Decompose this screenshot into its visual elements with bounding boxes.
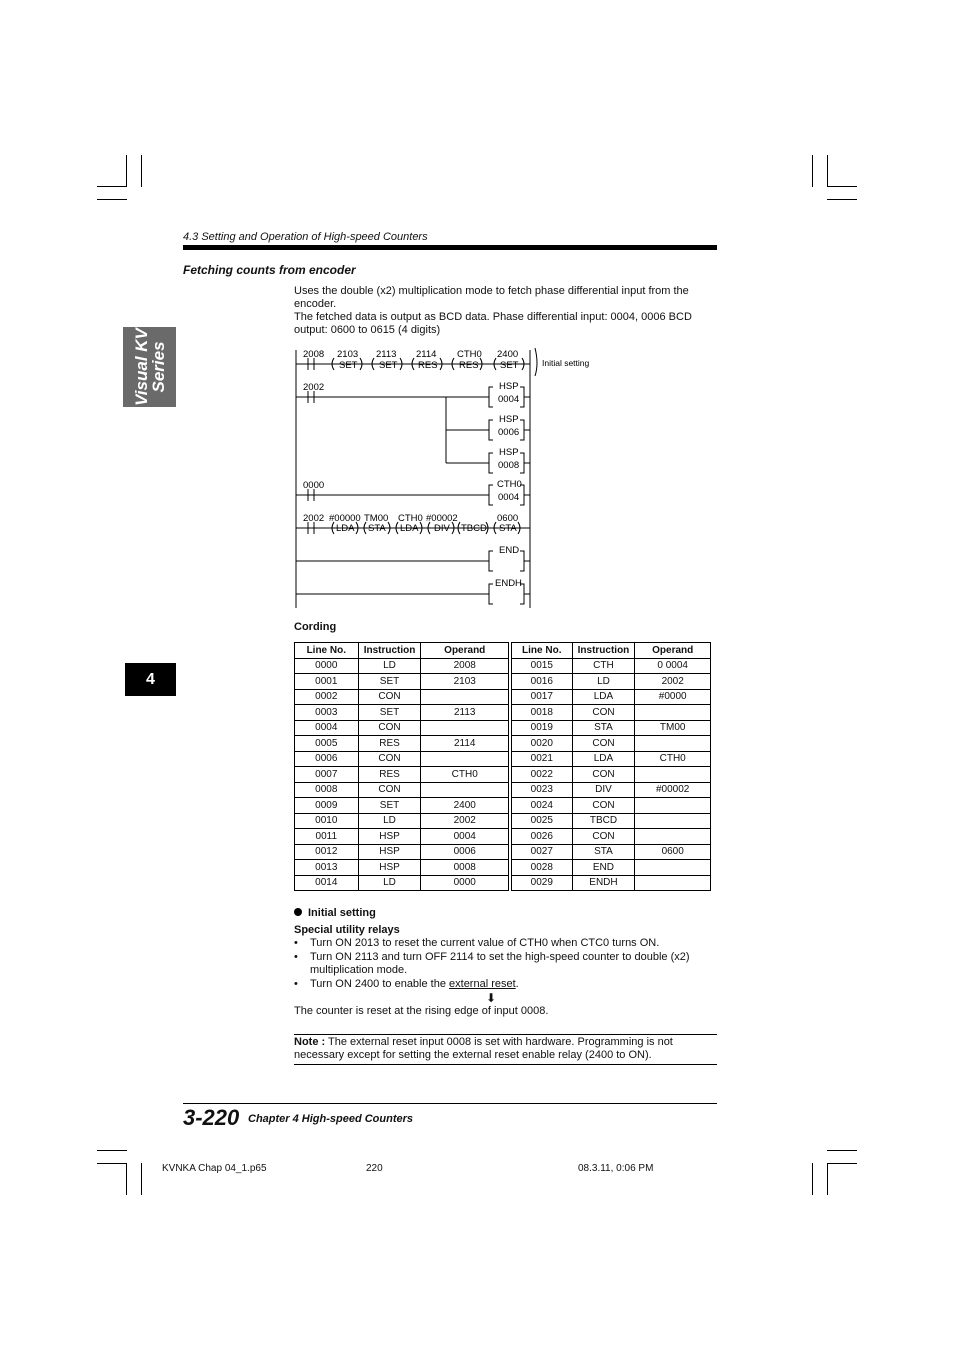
initial-setting-heading [294,907,376,919]
table-cell: 0018 [512,705,573,721]
table-cell: 0000 [421,875,509,891]
table-cell: LDA [572,751,635,767]
crop-mark [141,155,142,187]
table-row [512,798,711,814]
table-cell [635,736,711,752]
running-header: 4.3 Setting and Operation of High-speed Counters [183,231,428,243]
table-cell: 0 0004 [635,658,711,674]
ladder-label: TM00 [364,513,389,524]
table-cell: RES [358,736,421,752]
table-cell: DIV [572,782,635,798]
table-cell: 0014 [295,875,359,891]
ladder-coil: SET [500,360,519,371]
bullet-text: Turn ON 2400 to enable the [310,977,450,990]
table-cell: CON [358,751,421,767]
table-cell [635,875,711,891]
table-cell: LD [358,658,421,674]
table-row [512,782,711,798]
table-cell: 0000 [295,658,359,674]
table-cell: 0026 [512,829,573,845]
table-cell [421,782,509,798]
bullet-text: Turn ON 2113 and turn OFF 2114 to set the high-speed counter to double (x2) multiplication mode. [310,950,690,976]
table-cell: 2008 [421,658,509,674]
table-cell: 2002 [635,674,711,690]
column-header: Operand [635,643,711,659]
list-item [294,951,714,978]
crop-mark [97,1163,127,1164]
ladder-instr: DIV [434,523,450,534]
table-cell: CTH0 [421,767,509,783]
table-cell: 0020 [512,736,573,752]
table-cell: 0016 [512,674,573,690]
relay-bullet-list [294,937,714,991]
table-row [295,875,509,891]
bullet-text: . [515,977,519,990]
table-row [512,751,711,767]
ladder-label: 2103 [337,349,359,360]
table-cell: CON [358,689,421,705]
table-cell: TM00 [635,720,711,736]
table-cell: 0024 [512,798,573,814]
crop-mark [827,1163,857,1164]
bullet-icon: • [294,937,298,949]
table-row [512,689,711,705]
table-cell: CON [572,705,635,721]
table-cell: 0008 [421,860,509,876]
ladder-instr: STA [368,523,386,534]
series-tab-label: Visual KV Series [131,328,168,406]
cording-label: Cording [294,621,337,633]
table-row [295,705,509,721]
imprint-date: 08.3.11, 0:06 PM [578,1163,654,1174]
table-cell: CON [572,829,635,845]
bullet-dot-icon [294,908,302,916]
ladder-label: 0000 [303,480,325,491]
table-cell: 0015 [512,658,573,674]
section-title: Fetching counts from encoder [183,263,356,277]
table-cell: 0009 [295,798,359,814]
crop-mark [827,1163,828,1195]
table-cell: 0025 [512,813,573,829]
table-cell: STA [572,844,635,860]
column-header: Instruction [358,643,421,659]
table-row [512,674,711,690]
note-rule-bottom [294,1064,717,1065]
table-row [512,813,711,829]
table-cell [635,829,711,845]
bullet-icon: • [294,950,298,963]
ladder-diagram [294,344,614,614]
table-cell [635,798,711,814]
crop-mark [827,186,857,187]
column-header: Line No. [295,643,359,659]
footer-rule [183,1103,717,1104]
table-cell: 0029 [512,875,573,891]
column-header: Instruction [572,643,635,659]
table-cell: 0023 [512,782,573,798]
table-cell: LDA [572,689,635,705]
table-cell: 2002 [421,813,509,829]
ladder-note: Initial setting [542,358,590,368]
crop-mark [141,1163,142,1195]
table-row [295,720,509,736]
crop-mark [812,155,813,187]
ladder-box: HSP [499,381,519,392]
reset-description: The counter is reset at the rising edge of input 0008. [294,1005,549,1017]
note-text: The external reset input 0008 is set with hardware. Programming is not necessary except for setting the external reset enable relay (2400 to ON). [294,1036,673,1061]
table-row [512,705,711,721]
table-cell: SET [358,705,421,721]
table-row [512,658,711,674]
table-cell: CTH0 [635,751,711,767]
ladder-box: HSP [499,447,519,458]
table-row [295,751,509,767]
table-cell: 0021 [512,751,573,767]
table-cell: #0000 [635,689,711,705]
table-row [295,689,509,705]
table-cell [635,767,711,783]
table-cell: 0013 [295,860,359,876]
table-cell: 0028 [512,860,573,876]
table-row [512,844,711,860]
table-cell: CON [572,736,635,752]
table-cell: LD [572,674,635,690]
table-cell: 0005 [295,736,359,752]
ladder-box: 0008 [498,460,520,471]
imprint-page: 220 [366,1163,383,1174]
table-cell: RES [358,767,421,783]
imprint-file: KVNKA Chap 04_1.p65 [162,1163,267,1174]
ladder-instr: LDA [400,523,419,534]
crop-mark [827,1150,857,1151]
table-cell: ENDH [572,875,635,891]
ladder-coil: RES [459,360,479,371]
note-box [294,1036,717,1062]
table-cell: HSP [358,829,421,845]
crop-mark [827,199,857,200]
table-row [295,674,509,690]
crop-mark [827,155,828,187]
series-tab [123,327,176,407]
table-cell: HSP [358,860,421,876]
table-cell [421,751,509,767]
table-cell: CON [572,767,635,783]
ladder-endh: ENDH [495,578,522,589]
ladder-box: 0004 [498,492,520,503]
table-row [512,720,711,736]
list-item [294,978,714,992]
external-reset-link[interactable]: external reset [449,977,516,990]
ladder-coil: RES [418,360,438,371]
table-cell: 2114 [421,736,509,752]
bullet-icon: • [294,977,298,990]
table-cell: 0007 [295,767,359,783]
table-cell: 0010 [295,813,359,829]
chapter-tab: 4 [125,663,176,696]
table-row [295,658,509,674]
table-row [295,798,509,814]
table-cell [421,720,509,736]
table-row [295,782,509,798]
table-row [512,860,711,876]
ladder-end: END [499,545,520,556]
table-cell: 0008 [295,782,359,798]
table-cell: CTH [572,658,635,674]
ladder-label: 2400 [497,349,519,360]
crop-mark [812,1163,813,1195]
table-row [295,767,509,783]
ladder-box: HSP [499,414,519,425]
table-cell [635,813,711,829]
table-row [512,829,711,845]
table-row [512,875,711,891]
crop-mark [97,186,127,187]
page-number: 3-220 [183,1105,240,1130]
table-cell: 0017 [512,689,573,705]
note-label: Note : [294,1036,326,1048]
ladder-box: CTH0 [497,479,522,490]
table-cell: TBCD [572,813,635,829]
ladder-instr: STA [499,523,517,534]
column-header: Line No. [512,643,573,659]
table-cell [421,689,509,705]
column-header: Operand [421,643,509,659]
table-cell: 0004 [421,829,509,845]
table-cell: 0600 [635,844,711,860]
ladder-label: CTH0 [457,349,482,360]
table-cell: 0027 [512,844,573,860]
table-cell: LD [358,813,421,829]
ladder-label: 2002 [303,513,325,524]
table-cell: STA [572,720,635,736]
table-cell: LD [358,875,421,891]
ladder-label: #00002 [426,513,458,524]
table-cell: 0002 [295,689,359,705]
footer-chapter: Chapter 4 High-speed Counters [248,1113,414,1125]
table-cell: 0022 [512,767,573,783]
table-row [295,736,509,752]
table-cell [635,860,711,876]
table-row [295,844,509,860]
intro-text [294,285,714,337]
ladder-instr: LDA [336,523,355,534]
ladder-label: 0600 [497,513,519,524]
ladder-label: CTH0 [398,513,423,524]
table-row [512,736,711,752]
crop-mark [126,155,127,187]
table-cell [635,705,711,721]
table-cell: 0006 [421,844,509,860]
table-cell: 0004 [295,720,359,736]
table-cell: 0006 [295,751,359,767]
header-rule [183,245,717,250]
ladder-label: 2008 [303,349,325,360]
ladder-coil: SET [379,360,398,371]
ladder-box: 0006 [498,427,520,438]
table-cell: CON [358,720,421,736]
crop-mark [126,1163,127,1195]
initial-setting-title: Initial setting [308,907,376,919]
special-relays-heading: Special utility relays [294,924,400,936]
ladder-label: #00000 [329,513,361,524]
ladder-label: 2113 [376,349,397,360]
table-cell: SET [358,674,421,690]
note-rule-top [294,1034,717,1035]
ladder-instr: TBCD [461,523,487,534]
table-row [295,813,509,829]
ladder-coil: SET [339,360,358,371]
table-cell: CON [572,798,635,814]
table-cell: 0003 [295,705,359,721]
table-cell: #00002 [635,782,711,798]
table-cell: END [572,860,635,876]
down-arrow-icon: ⬇ [486,991,497,1005]
table-cell: 2113 [421,705,509,721]
coding-table-left [294,642,509,891]
list-item [294,937,714,951]
table-cell: SET [358,798,421,814]
table-row [295,829,509,845]
table-cell: HSP [358,844,421,860]
bullet-text: Turn ON 2013 to reset the current value of CTH0 when CTC0 turns ON. [310,937,660,949]
ladder-label: 2114 [416,349,437,360]
table-row [512,767,711,783]
crop-mark [97,1150,127,1151]
table-cell: 0001 [295,674,359,690]
coding-table-right [511,642,711,891]
table-cell: CON [358,782,421,798]
crop-mark [97,199,127,200]
table-cell: 2400 [421,798,509,814]
table-cell: 0012 [295,844,359,860]
table-cell: 2103 [421,674,509,690]
intro-paragraph: Uses the double (x2) multiplication mode to fetch phase differential input from the encoder. [294,285,689,310]
ladder-box: 0004 [498,394,520,405]
table-cell: 0019 [512,720,573,736]
ladder-label: 2002 [303,382,325,393]
table-row [295,860,509,876]
intro-paragraph: The fetched data is output as BCD data. Phase differential input: 0004, 0006 BCD output: 0600 to 0615 (4 digits) [294,311,692,336]
table-cell: 0011 [295,829,359,845]
